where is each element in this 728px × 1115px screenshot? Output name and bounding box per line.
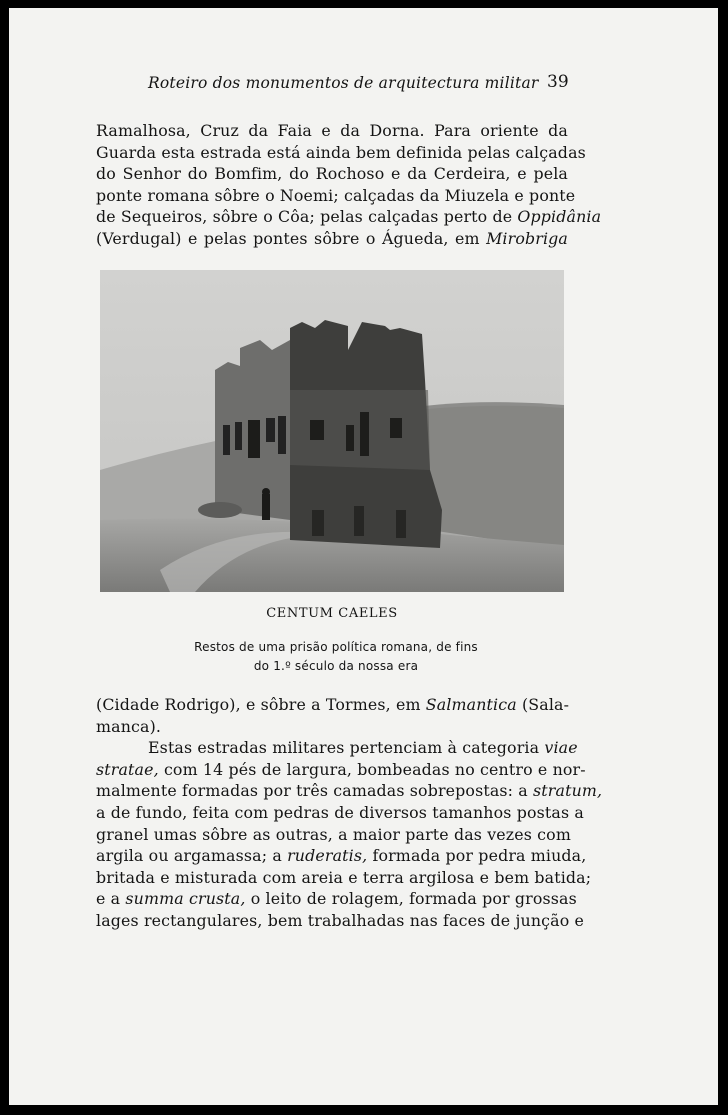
paragraph-bottom [96, 694, 603, 932]
figure-caption [160, 638, 512, 676]
text-line: Estas estradas militares pertenciam à categoria viae [148, 738, 578, 758]
page-number: 39 [547, 72, 569, 92]
text-line: (Verdugal) e pelas pontes sôbre o Águeda, em Mirobriga [96, 228, 568, 248]
text-line: e a summa crusta, o leito de rolagem, formada por grossas [96, 889, 577, 909]
ruin-illustration [100, 270, 564, 592]
text-line: granel umas sôbre as outras, a maior parte das vezes com [96, 824, 571, 844]
paragraph-top [96, 120, 602, 250]
running-head-title: Roteiro dos monumentos de arquitectura militar [148, 74, 539, 92]
caption-line: do 1.º século da nossa era [253, 659, 419, 673]
text-line: britada e misturada com areia e terra argilosa e bem batida; [96, 867, 592, 887]
text-line: ponte romana sôbre o Noemi; calçadas da Miuzela e ponte [96, 185, 576, 205]
caption-line: Restos de uma prisão política romana, de fins [194, 640, 478, 654]
text-line: Ramalhosa, Cruz da Faia e da Dorna. Para oriente da [96, 121, 568, 140]
italic-place-name: Oppidânia [517, 207, 602, 227]
text-line: lages rectangulares, bem trabalhadas nas faces de junção e [96, 910, 585, 930]
figure-caption-title: CENTUM CAELES [266, 606, 398, 621]
italic-place-name: Mirobriga [486, 228, 568, 248]
text-line: (Cidade Rodrigo), e sôbre a Tormes, em Salmantica (Sala- [96, 695, 570, 714]
text-line: a de fundo, feita com pedras de diversos tamanhos postas a [96, 802, 584, 822]
text-line: de Sequeiros, sôbre o Côa; pelas calçadas perto de Oppidânia [96, 207, 602, 227]
text-line: do Senhor do Bomfim, do Rochoso e da Cerdeira, e pela [96, 164, 568, 184]
text-line: stratae, com 14 pés de largura, bombeadas no centro e nor- [96, 759, 586, 779]
text-line: malmente formadas por três camadas sobrepostas: a stratum, [96, 781, 603, 801]
text-line: Guarda esta estrada está ainda bem definida pelas calçadas [96, 142, 586, 162]
photo-centum-caeles-ruin [100, 270, 564, 592]
text-line: argila ou argamassa; a ruderatis, formada por pedra miuda, [96, 846, 587, 866]
text-line: manca). [96, 716, 162, 736]
